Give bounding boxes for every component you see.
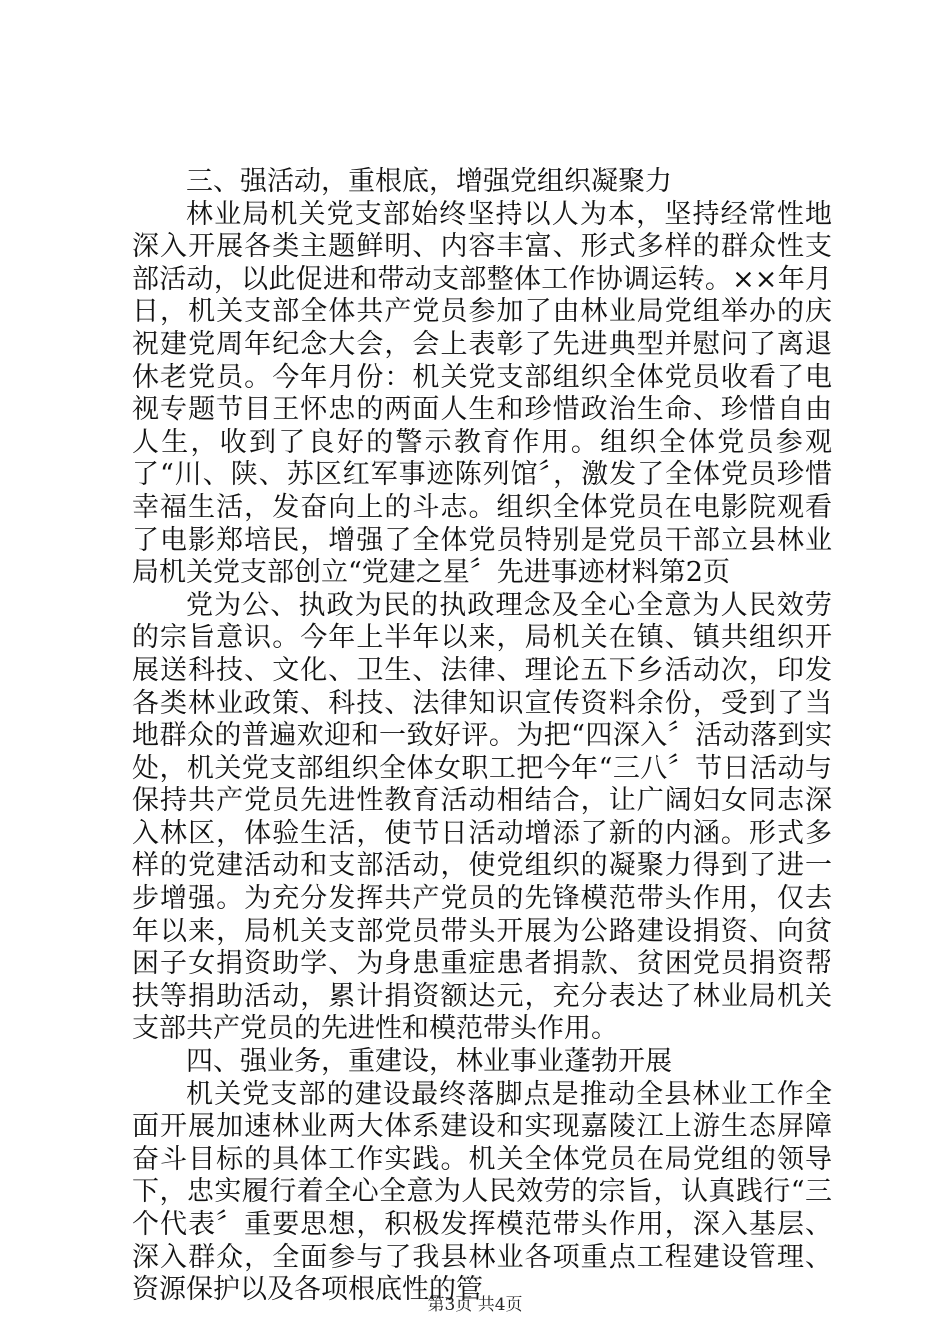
section-heading-3: 三、强活动，重根底，增强党组织凝聚力: [186, 166, 672, 197]
body-paragraph: 机关党支部的建设最终落脚点是推动全县林业工作全面开展加速林业两大体系建设和实现嘉陵江上游生态屏障奋斗目标的具体工作实践。机关全体党员在局党组的领导下，忠实履行着全心全意为人民效劳的宗旨，认真践行“三个代表〞重要思想，积极发挥模范带头作用，深入基层、深入群众，全面参与了我县林业各项重点工程建设管理、资源保护以及各项根底性的管: [132, 1078, 832, 1306]
section-heading-4: 四、强业务，重建设，林业事业蓬勃开展: [186, 1046, 672, 1078]
page-footer: 第3页 共4页: [427, 1295, 523, 1315]
body-paragraph: 党为公、执政为民的执政理念及全心全意为人民效劳的宗旨意识。今年上半年以来，局机关在镇、镇共组织开展送科技、文化、卫生、法律、理论五下乡活动次，印发各类林业政策、科技、法律知识宣传资料余份，受到了当地群众的普遍欢迎和一致好评。为把“四深入〞活动落到实处，机关党支部组织全体女职工把今年“三八〞节日活动与保持共产党员先进性教育活动相结合，让广阔妇女同志深入林区，体验生活，使节日活动增添了新的内涵。形式多样的党建活动和支部活动，使党组织的凝聚力得到了进一步增强。为充分发挥共产党员的先锋模范带头作用，仅去年以来，局机关支部党员带头开展为公路建设捐资、向贫困子女捐资助学、为身患重症患者捐款、贫困党员捐资帮扶等捐助活动，累计捐资额达元，充分表达了林业局机关支部共产党员的先进性和模范带头作用。: [132, 589, 832, 1045]
document-body: [132, 166, 832, 1307]
body-paragraph: 林业局机关党支部始终坚持以人为本，坚持经常性地深入开展各类主题鲜明、内容丰富、形式多样的群众性支部活动，以此促进和带动支部整体工作协调运转。××年月日，机关支部全体共产党员参加了由林业局党组举办的庆祝建党周年纪念大会，会上表彰了先进典型并慰问了离退休老党员。今年月份：机关党支部组织全体党员收看了电视专题节目王怀忠的两面人生和珍惜政治生命、珍惜自由人生，收到了良好的警示教育作用。组织全体党员参观了“川、陕、苏区红军事迹陈列馆〞，激发了全体党员珍惜幸福生活，发奋向上的斗志。组织全体党员在电影院观看了电影郑培民，增强了全体党员特别是党员干部立县林业局机关党支部创立“党建之星〞先进事迹材料第2页: [132, 198, 832, 589]
